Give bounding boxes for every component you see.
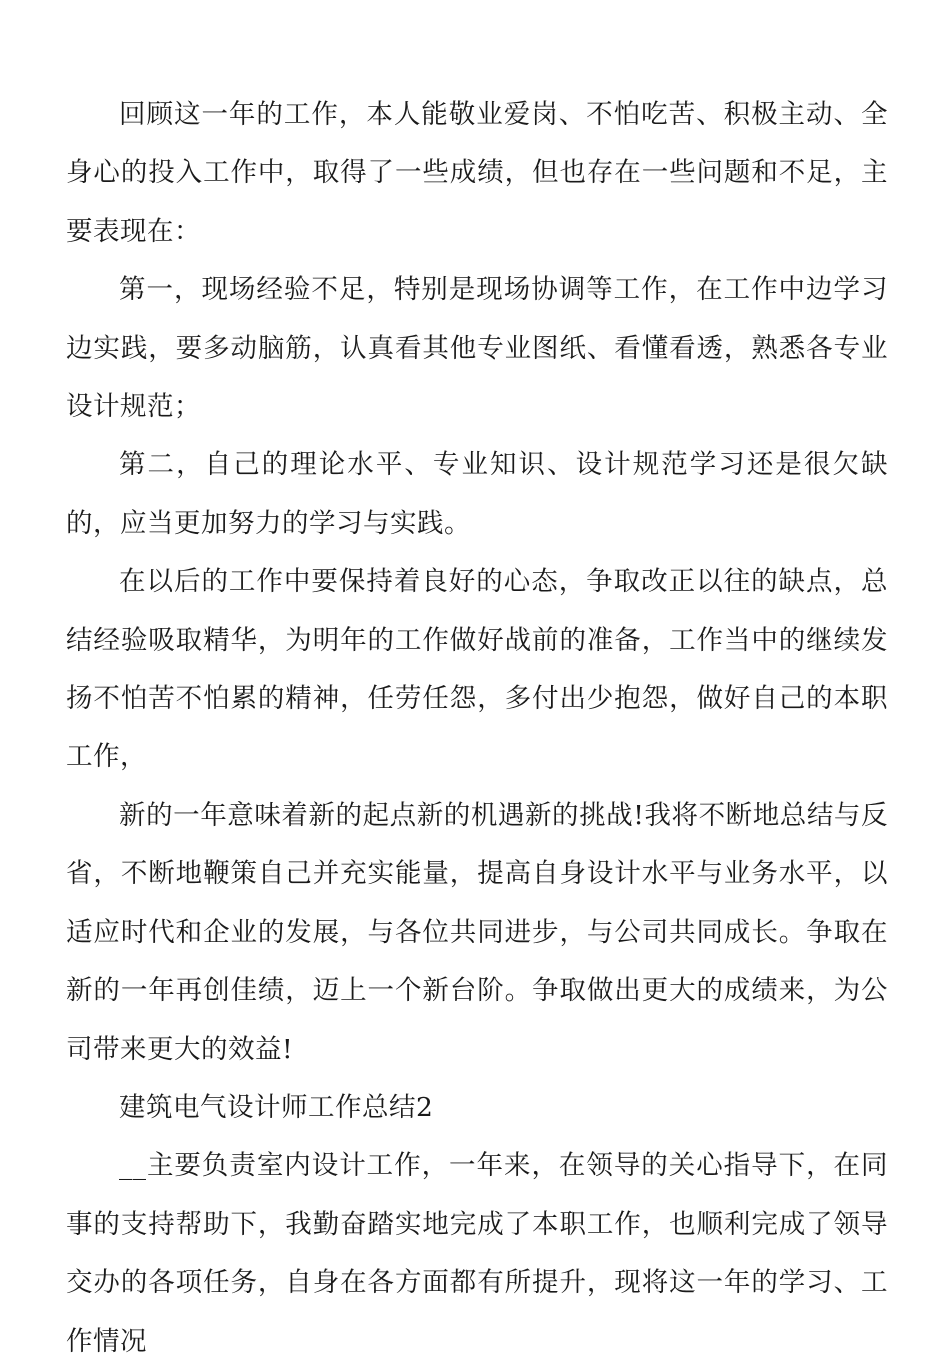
paragraph-new-year: 新的一年意味着新的起点新的机遇新的挑战!我将不断地总结与反省，不断地鞭策自己并充实能量，提高自身设计水平与业务水平，以适应时代和企业的发展，与各位共同进步，与公司共同成长。争取在新的一年再创佳绩，迈上一个新台阶。争取做出更大的成绩来，为公司带来更大的效益! — [66, 799, 888, 1065]
paragraph-second-point: 第二，自己的理论水平、专业知识、设计规范学习还是很欠缺的，应当更加努力的学习与实践。 — [66, 449, 888, 539]
section-heading: 建筑电气设计师工作总结2 — [119, 1091, 434, 1123]
paragraph-future-work: 在以后的工作中要保持着良好的心态，争取改正以往的缺点，总结经验吸取精华，为明年的工作做好战前的准备，工作当中的继续发扬不怕苦不怕累的精神，任劳任怨，多付出少抱怨，做好自己的本职工作， — [66, 566, 888, 773]
paragraph-section-intro: __主要负责室内设计工作，一年来，在领导的关心指导下，在同事的支持帮助下，我勤奋踏实地完成了本职工作，也顺利完成了领导交办的各项任务，自身在各方面都有所提升，现将这一年的学习、工作情况 — [66, 1150, 888, 1357]
paragraph-review: 回顾这一年的工作，本人能敬业爱岗、不怕吃苦、积极主动、全身心的投入工作中，取得了一些成绩，但也存在一些问题和不足，主要表现在： — [66, 99, 888, 247]
document-body — [66, 86, 888, 1371]
paragraph-first-point: 第一，现场经验不足，特别是现场协调等工作，在工作中边学习边实践，要多动脑筋，认真看其他专业图纸、看懂看透，熟悉各专业设计规范； — [66, 274, 888, 423]
